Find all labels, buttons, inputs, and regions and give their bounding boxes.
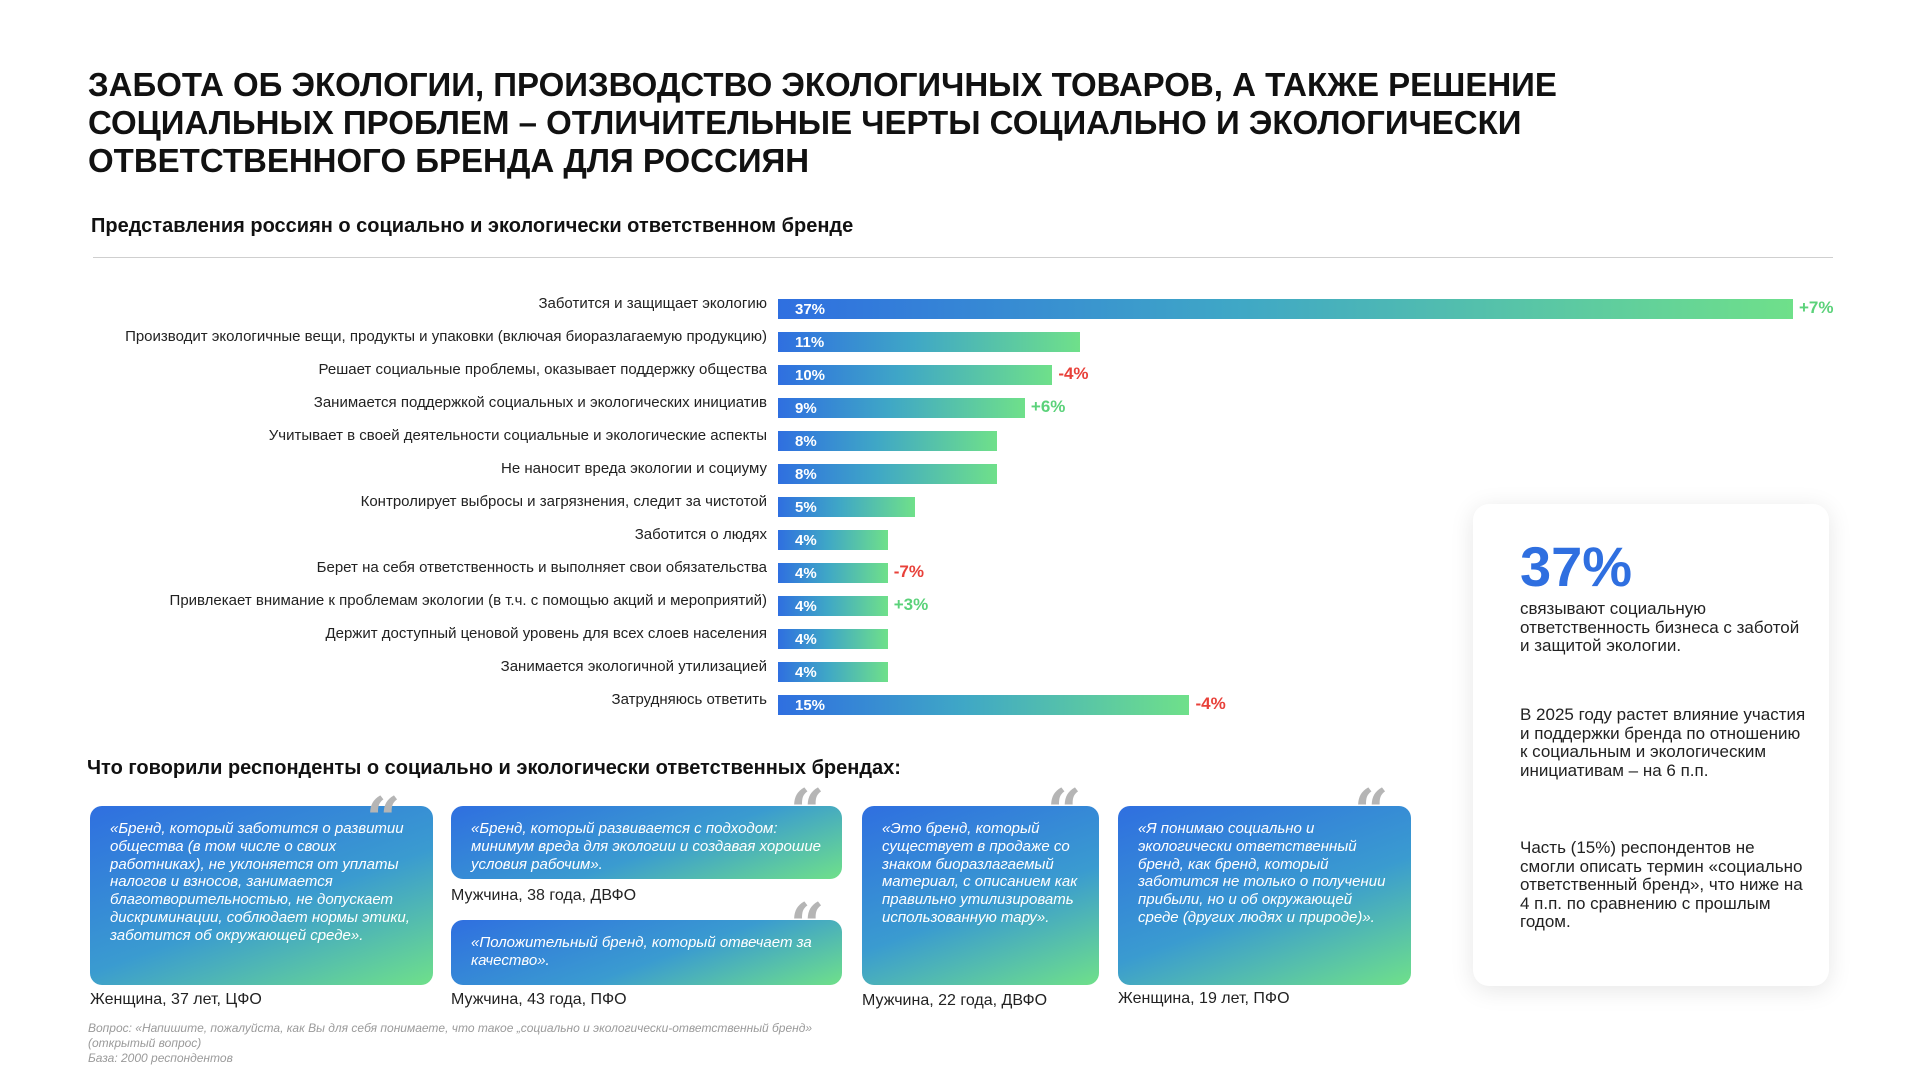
quote-mark-icon: “ <box>1047 777 1082 847</box>
change-label: +6% <box>1030 397 1066 416</box>
bar-value-label: 4% <box>795 664 817 681</box>
divider <box>93 257 1833 258</box>
footnote-type: (открытый вопрос) <box>88 1036 202 1050</box>
bar-value-label: 15% <box>795 697 826 714</box>
quote-author-1: Женщина, 37 лет, ЦФО <box>90 991 262 1008</box>
quote-author-2: Мужчина, 38 года, ДВФО <box>451 887 637 904</box>
quote-author-3: Мужчина, 43 года, ПФО <box>451 991 627 1008</box>
bar <box>778 596 888 616</box>
quote-mark-icon: “ <box>366 785 401 855</box>
footnote-base: База: 2000 респондентов <box>88 1051 233 1065</box>
chart-row <box>0 422 1880 455</box>
change-label: +3% <box>893 595 929 614</box>
bar <box>778 662 888 682</box>
quote-card-3: «Положительный бренд, который отвечает за качество». <box>451 920 842 985</box>
category-label: Производит экологичные вещи, продукты и упаковки (включая биоразлагаемую продукцию) <box>125 328 767 345</box>
quote-mark-icon: “ <box>790 891 825 961</box>
bar-value-label: 4% <box>795 565 817 582</box>
chart-title: Представления россиян о социально и экологически ответственном бренде <box>91 215 854 237</box>
category-label: Заботится и защищает экологию <box>538 295 767 312</box>
summary-card <box>1473 504 1829 986</box>
bar <box>778 563 888 583</box>
quote-card-1: «Бренд, который заботится о развитии общества (в том числе о своих работниках), не уклоняется от уплаты налогов и взносов, занимается благотворительностью, не допускает дискриминации, соблюдает нормы этики, заботится об окружающей среде». <box>90 806 433 985</box>
summary-text-2: В 2025 году растет влияние участия и поддержки бренда по отношению к социальным и экологическим инициативам – на 6 п.п. <box>1520 705 1806 780</box>
chart-row <box>0 455 1880 488</box>
page-title: ЗАБОТА ОБ ЭКОЛОГИИ, ПРОИЗВОДСТВО ЭКОЛОГИЧНЫХ ТОВАРОВ, А ТАКЖЕ РЕШЕНИЕ СОЦИАЛЬНЫХ ПРОБЛЕМ – ОТЛИЧИТЕЛЬНЫЕ ЧЕРТЫ СОЦИАЛЬНО И ЭКОЛОГИЧЕСКИ ОТВЕТСТВЕННОГО БРЕНДА ДЛЯ РОССИЯН <box>88 66 1557 179</box>
bar <box>778 497 915 517</box>
bar-value-label: 8% <box>795 466 817 483</box>
quote-author-5: Женщина, 19 лет, ПФО <box>1118 990 1290 1007</box>
bar <box>778 464 997 484</box>
quote-author-4: Мужчина, 22 года, ДВФО <box>862 992 1048 1009</box>
bar-value-label: 9% <box>795 400 817 417</box>
summary-big-number: 37% <box>1520 535 1633 598</box>
bar <box>778 332 1080 352</box>
bar <box>778 365 1052 385</box>
bar <box>778 629 888 649</box>
summary-text-3: Часть (15%) респондентов не смогли описать термин «социально ответственный бренд», что ниже на 4 п.п. по сравнению с прошлым годом. <box>1520 838 1803 931</box>
bar-value-label: 11% <box>795 334 825 351</box>
change-label: -7% <box>893 562 924 581</box>
category-label: Занимается поддержкой социальных и экологических инициатив <box>313 394 767 411</box>
bar <box>778 398 1025 418</box>
category-label: Берет на себя ответственность и выполняет свои обязательства <box>316 559 767 576</box>
quote-card-5: «Я понимаю социально и экологически ответственный бренд, как бренд, который заботится не только о получении прибыли, но и об окружающей среде (других людях и природе)». <box>1118 806 1411 985</box>
change-label: -4% <box>1058 364 1089 383</box>
change-label: -4% <box>1195 694 1226 713</box>
quotes-title: Что говорили респонденты о социально и экологически ответственных брендах: <box>87 757 901 779</box>
category-label: Заботится о людях <box>634 526 767 543</box>
bar-value-label: 4% <box>795 532 817 549</box>
change-label: +7% <box>1799 298 1834 317</box>
footnote-question: Вопрос: «Напишите, пожалуйста, как Вы для себя понимаете, что такое „социально и экологически-ответственный бренд» <box>88 1021 813 1035</box>
bar-value-label: 37% <box>795 301 826 318</box>
category-label: Контролирует выбросы и загрязнения, следит за чистотой <box>360 493 767 510</box>
bar <box>778 431 997 451</box>
bar-value-label: 8% <box>795 433 817 450</box>
category-label: Учитывает в своей деятельности социальные и экологические аспекты <box>268 427 767 444</box>
bar-value-label: 4% <box>795 631 817 648</box>
bar-value-label: 5% <box>795 499 817 516</box>
summary-text-1: связывают социальную ответственность бизнеса с заботой и защитой экологии. <box>1520 599 1800 655</box>
chart-row <box>0 389 1880 422</box>
quote-mark-icon: “ <box>1354 777 1389 847</box>
bar-value-label: 10% <box>795 367 826 384</box>
quote-card-4: «Это бренд, который существует в продаже со знаком биоразлагаемый материал, с описанием как правильно утилизировать использованную тару». <box>862 806 1099 985</box>
category-label: Привлекает внимание к проблемам экологии (в т.ч. с помощью акций и мероприятий) <box>169 592 767 609</box>
quote-card-2: «Бренд, который развивается с подходом: минимум вреда для экологии и создавая хорошие условия рабочим». <box>451 806 842 879</box>
category-label: Не наносит вреда экологии и социуму <box>501 460 767 477</box>
quote-mark-icon: “ <box>790 777 825 847</box>
chart-row <box>0 323 1880 356</box>
category-label: Решает социальные проблемы, оказывает поддержку общества <box>318 361 767 378</box>
bar <box>778 530 888 550</box>
chart-row <box>0 356 1880 389</box>
bar <box>778 299 1793 319</box>
chart-row <box>0 290 1880 323</box>
category-label: Держит доступный ценовой уровень для всех слоев населения <box>325 625 767 642</box>
category-label: Занимается экологичной утилизацией <box>500 658 767 675</box>
category-label: Затрудняюсь ответить <box>611 691 767 708</box>
bar <box>778 695 1189 715</box>
bar-value-label: 4% <box>795 598 817 615</box>
